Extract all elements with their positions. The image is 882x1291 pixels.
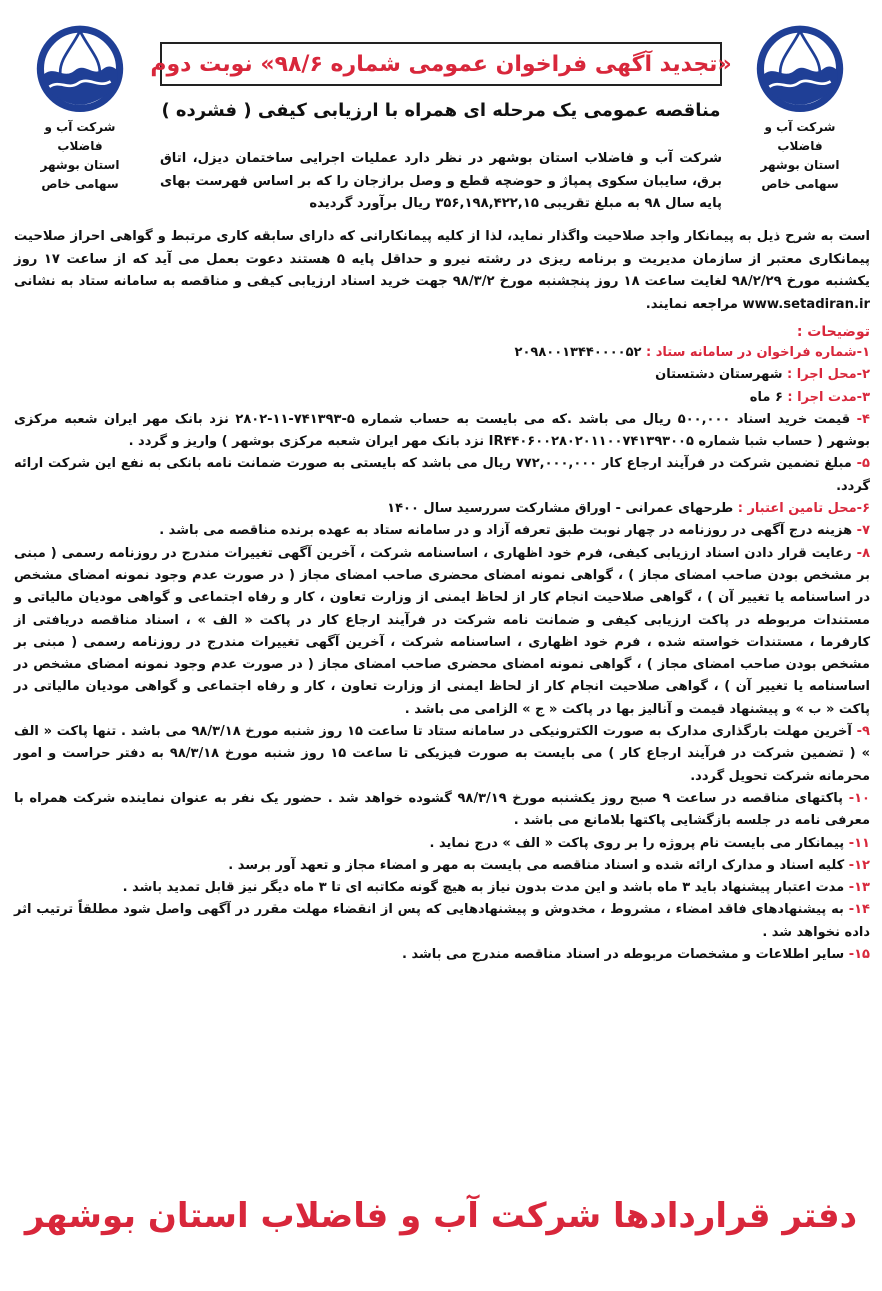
note-number: ۱- <box>856 345 870 360</box>
intro-text: است به شرح ذیل به پیمانکار واجد صلاحیت واگذار نماید، لذا از کلیه پیمانکارانی که دارای سابقه کاری مرتبط و گواهی احراز صلاحیت پیمانکاری معتبر از سازمان مدیریت و برنامه ریزی در رشته نیرو و حداقل پایه ۵ هستند دعوت بعمل می آید که از ساعت ۱۷ روز یکشنبه مورخ ۹۸/۲/۲۹ لغایت ساعت ۱۸ روز پنجشنبه مورخ ۹۸/۳/۲ جهت خرید اسناد ارزیابی کیفی و مناقصه به سامانه ستاد به نشانی <box>14 229 871 289</box>
logo-caption-line: شرکت آب و فاضلاب <box>764 120 836 153</box>
note-number: ۱۲- <box>848 857 870 873</box>
note-number: ۶- <box>856 501 870 517</box>
note-number: ۷- <box>856 523 870 539</box>
note-number: ۳- <box>856 389 870 405</box>
logo-caption-line: استان بوشهر <box>40 158 120 172</box>
notes-heading: توضیحات : <box>796 324 870 340</box>
water-drop-logo-icon <box>755 22 845 112</box>
note-item <box>14 364 870 386</box>
notice-title-box <box>150 42 732 86</box>
note-item <box>14 387 870 409</box>
note-item <box>14 520 870 542</box>
note-label: محل اجرا : <box>787 367 857 383</box>
note-text: طرحهای عمرانی - اوراق مشارکت سررسید سال ۱۴۰۰ <box>387 501 738 517</box>
notice-subtitle: مناقصه عمومی یک مرحله ای همراه با ارزیابی کیفی ( فشرده ) <box>161 100 721 121</box>
note-number: ۱۱- <box>848 835 870 851</box>
note-item <box>14 453 870 498</box>
note-text: مبلغ تضمین شرکت در فرآیند ارجاع کار ۷۷۲,۰۰۰,۰۰۰ ریال می باشد که بایستی به صورت ضمانت نامه بانکی به نفع این شرکت ارائه گردد. <box>14 456 870 494</box>
note-number: ۸- <box>856 545 870 561</box>
company-logo-left <box>20 22 140 194</box>
note-item <box>14 899 870 944</box>
note-item <box>14 543 870 721</box>
note-item <box>14 721 870 788</box>
note-number: ۹- <box>856 724 870 740</box>
note-number: ۱۴- <box>848 902 870 918</box>
intro-text-end: مراجعه نمایند. <box>645 296 738 312</box>
logo-caption-line: سهامی خاص <box>761 177 839 191</box>
setad-website-link[interactable]: www.setadiran.ir <box>742 296 870 312</box>
note-text: قیمت خرید اسناد ۵۰۰,۰۰۰ ریال می باشد .که می بایست به حساب شماره ۵-۷۴۱۳۹۳-۱۱-۲۸۰۲ نزد بانک مهر ایران شعبه مرکزی بوشهر ( حساب شبا شماره IR۴۴۰۶۰۰۲۸۰۲۰۱۱۰۰۷۴۱۳۹۳۰۰۵ نزد بانک مهر ایران شعبه مرکزی بوشهر ) واریز و گردد . <box>14 411 870 450</box>
note-number: ۵- <box>856 456 870 472</box>
note-item <box>14 855 870 877</box>
intro-paragraph-continued <box>14 226 870 316</box>
note-text: سایر اطلاعات و مشخصات مربوطه در اسناد مناقصه مندرج می باشد . <box>401 947 849 963</box>
notice-footer <box>10 1196 872 1236</box>
company-logo-right <box>740 22 860 194</box>
logo-caption-line: استان بوشهر <box>760 158 840 172</box>
note-text: رعایت قرار دادن اسناد ارزیابی کیفی، فرم خود اظهاری ، اساسنامه شرکت ، آخرین آگهی تغییرات مندرج در روزنامه رسمی ( مبنی بر مشخص بودن صاحب امضای مجاز ) ، گواهی نمونه امضای محضری صاحب امضای مجاز ( در صورت عدم وجود نمونه امضای مشخص در اساسنامه یا تغییر آن ) ، گواهی صلاحیت انجام کار از لحاظ ایمنی از وزارت تعاون ، کار و رفاه اجتماعی و گواهی مودیان مالیاتی و مستندات مربوطه در پاکت ارزیابی کیفی و ضمانت نامه شرکت در فرآیند ارجاع کار در پاکت « الف » ، اسناد مناقصه دریافتی از کارفرما ، مستندات خواسته شده ، فرم خود اظهاری ، اساسنامه شرکت ، آخرین آگهی تغییرات مندرج در روزنامه رسمی ( مبنی بر مشخص بودن صاحب امضای مجاز ) ، گواهی نمونه امضای محضری صاحب امضای مجاز ( در صورت عدم وجود نمونه امضای مشخص در اساسنامه یا تغییر آن ) ، گواهی صلاحیت انجام کار از لحاظ ایمنی از وزارت تعاون ، کار و رفاه اجتماعی و گواهی مودیان مالیاتی در پاکت « ب » و پیشنهاد قیمت و آنالیز بها در پاکت « ج » الزامی می باشد . <box>14 545 870 717</box>
note-item <box>14 944 870 966</box>
note-text: ۶ ماه <box>749 389 788 405</box>
note-item <box>14 833 870 855</box>
note-item <box>14 409 870 454</box>
note-text: آخرین مهلت بارگذاری مدارک به صورت الکترونیکی در سامانه ستاد تا ساعت ۱۵ روز شنبه مورخ ۹۸/۳/۱۸ می باشد . تنها پاکت « الف » ( تضمین شرکت در فرآیند ارجاع کار ) می بایست به صورت فیزیکی تا ساعت ۱۵ روز شنبه مورخ ۹۸/۳/۱۸ به دفتر حراست و امور محرمانه شرکت تحویل گردد. <box>14 724 870 784</box>
note-text: شهرستان دشتستان <box>655 367 788 383</box>
note-text: هزینه درج آگهی در روزنامه در چهار نوبت طبق تعرفه آزاد و در سامانه ستاد به عهده برنده مناقصه می باشد . <box>159 523 857 539</box>
note-number: ۱۳- <box>848 880 870 896</box>
note-text: کلیه اسناد و مدارک ارائه شده و اسناد مناقصه می بایست به مهر و امضاء مجاز و تعهد آور برسد . <box>228 857 849 873</box>
note-text: مدت اعتبار پیشنهاد باید ۳ ماه باشد و این مدت بدون نیاز به هیچ گونه مکاتبه ای تا ۳ ماه دیگر نیز قابل تمدید باشد . <box>122 880 849 896</box>
note-text: پاکتهای مناقصه در ساعت ۹ صبح روز یکشنبه مورخ ۹۸/۳/۱۹ گشوده خواهد شد . حضور یک نفر به عنوان نماینده شرکت همراه با معرفی نامه در جلسه بازگشایی پاکتها بلامانع می باشد . <box>14 790 870 829</box>
note-item <box>14 498 870 520</box>
note-text: پیمانکار می بایست نام پروژه را بر روی پاکت « الف » درج نماید . <box>429 835 849 851</box>
notice-title: «تجدید آگهی فراخوان عمومی شماره ۹۸/۶» نوبت دوم <box>150 51 732 77</box>
note-label: شماره فراخوان در سامانه ستاد : <box>646 345 857 360</box>
note-item <box>14 877 870 899</box>
notes-section <box>14 324 870 966</box>
note-text: به پیشنهادهای فاقد امضاء ، مشروط ، مخدوش و پیشنهادهایی که پس از انقضاء مهلت مقرر در آگهی واصل شود مطلقاً ترتیب اثر داده نخواهد شد . <box>14 902 870 940</box>
note-text: ۲۰۹۸۰۰۱۳۴۴۰۰۰۰۵۲ <box>514 345 646 360</box>
note-number: ۱۰- <box>848 790 870 806</box>
note-number: ۱۵- <box>848 947 870 963</box>
logo-caption-line: شرکت آب و فاضلاب <box>44 120 116 153</box>
note-item <box>14 342 870 364</box>
notes-list <box>14 342 870 966</box>
water-drop-logo-icon <box>35 22 125 112</box>
note-label: محل تامین اعتبار : <box>737 501 857 517</box>
intro-paragraph-top: شرکت آب و فاضلاب استان بوشهر در نظر دارد عملیات اجرایی ساختمان دیزل، اتاق برق، سایبان سکوی پمپاژ و حوضچه قطع و وصل برازجان را که بر اساس فهرست بهای پایه سال ۹۸ به مبلغ تقریبی ۳۵۶,۱۹۸,۴۲۲,۱۵ ریال برآورد گردیده <box>160 151 722 211</box>
note-number: ۴- <box>856 411 870 427</box>
note-number: ۲- <box>856 367 870 383</box>
note-item <box>14 788 870 833</box>
footer-issuer: دفتر قراردادها شرکت آب و فاضلاب استان بوشهر <box>24 1196 858 1236</box>
logo-caption-line: سهامی خاص <box>41 177 119 191</box>
note-label: مدت اجرا : <box>787 389 857 405</box>
